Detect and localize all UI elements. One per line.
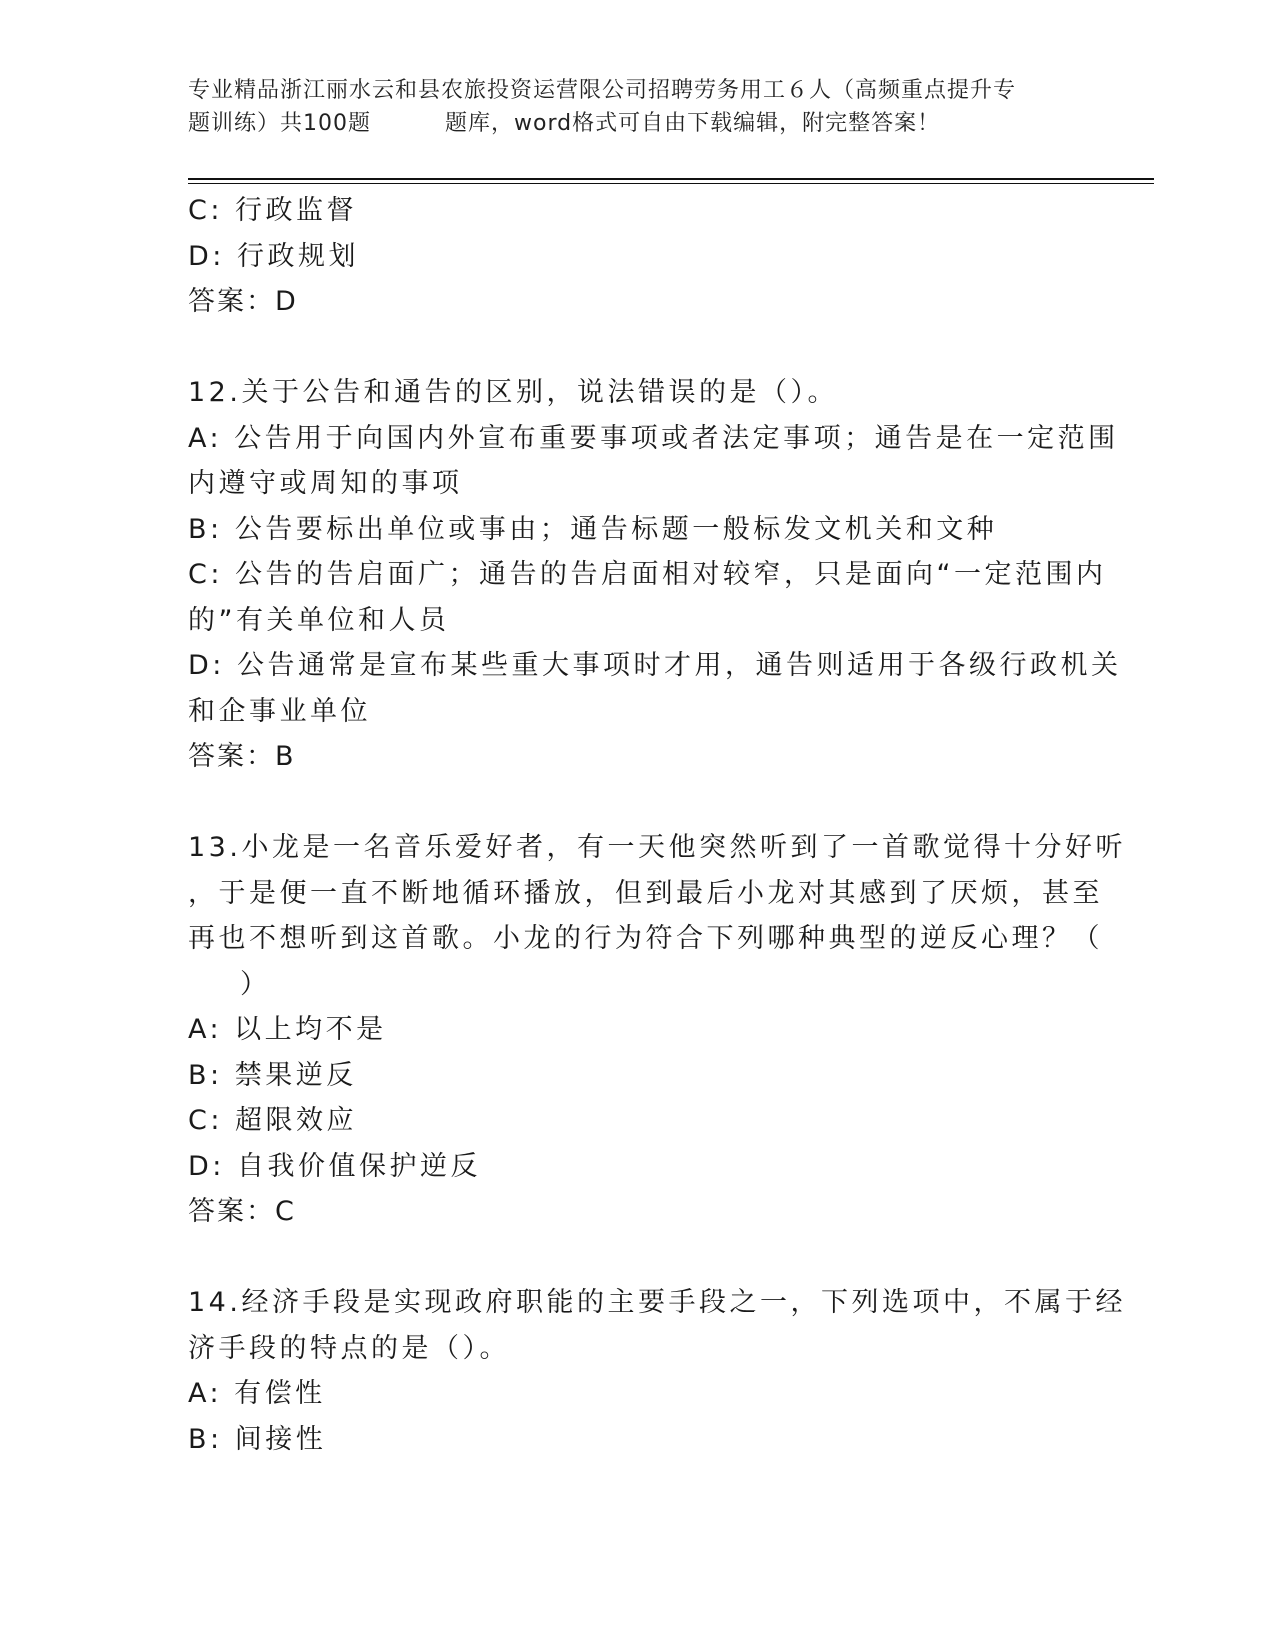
prev-question-block [188,188,1088,325]
question-stem-cont: ） [240,968,271,1000]
option-c: C: 行政监督 [188,195,358,226]
option-b: B: 公告要标出单位或事由；通告标题一般标发文机关和文种 [188,513,998,545]
option-d: D: 公告通常是宣布某些重大事项时才用，通告则适用于各级行政机关 [188,650,1122,681]
question-14 [188,1280,1126,1462]
question-stem-cont: 再也不想听到这首歌。小龙的行为符合下列哪种典型的逆反心理？（ [188,923,1103,954]
option-d: D: 行政规划 [188,240,359,272]
header-rule-thin [188,183,1154,184]
header-line-2 [188,107,1088,140]
question-13 [188,825,1126,1235]
header-line-1: 专业精品浙江丽水云和县农旅投资运营限公司招聘劳务用工６人（高频重点提升专 [188,78,1017,103]
question-stem: 14.经济手段是实现政府职能的主要手段之一，下列选项中，不属于经 [188,1287,1126,1318]
option-c-cont: 的”有关单位和人员 [188,604,450,636]
question-stem-cont: ，于是便一直不断地循环播放，但到最后小龙对其感到了厌烦，甚至 [188,877,1103,909]
option-d-cont: 和企事业单位 [188,695,371,727]
header-rule-thick [188,178,1154,180]
question-12 [188,370,1122,780]
option-c: C: 超限效应 [188,1105,358,1136]
document-body [188,188,1126,1462]
answer: 答案：D [188,286,298,317]
option-a-cont: 内遵守或周知的事项 [188,468,463,499]
question-stem: 13.小龙是一名音乐爱好者，有一天他突然听到了一首歌觉得十分好听 [188,832,1126,863]
header-line-2b: 题库，word格式可自由下载编辑，附完整答案！ [445,111,941,136]
option-a: A: 以上均不是 [188,1014,387,1045]
question-stem-cont: 济手段的特点的是（）。 [188,1332,510,1364]
option-a: A: 有偿性 [188,1378,326,1409]
header-line-2a: 题训练）共100题 [188,111,371,136]
answer: 答案：B [188,741,296,772]
page-header [188,74,1088,140]
option-b: B: 禁果逆反 [188,1059,357,1091]
option-d: D: 自我价值保护逆反 [188,1150,481,1182]
option-c: C: 公告的告启面广；通告的告启面相对较窄，只是面向“一定范围内 [188,559,1107,590]
answer: 答案：C [188,1196,296,1227]
question-stem: 12.关于公告和通告的区别，说法错误的是（）。 [188,377,838,408]
option-a: A: 公告用于向国内外宣布重要事项或者法定事项；通告是在一定范围 [188,422,1119,454]
option-b: B: 间接性 [188,1423,327,1455]
